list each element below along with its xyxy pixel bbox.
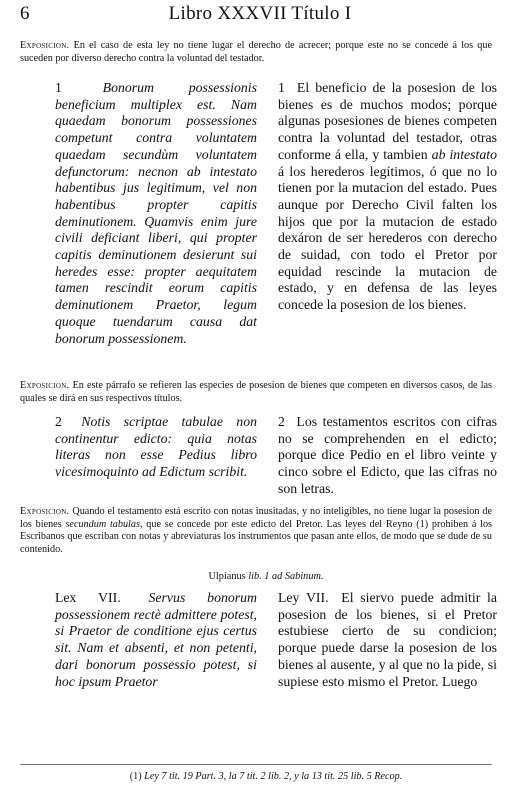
latin-column-3 [55,590,257,690]
exposicion-3 [20,506,492,556]
exposicion-text: , que se concede por este edicto del Pretor. Las leyes del Reyno (1) prohiben á los Escribanos que escriban con notas y abreviaturas los instrumentos que pasan ante ellos, de modo que se dude de su contenido. [20,518,493,555]
spanish-text: El siervo puede admitir la posesion de los bienes, si el Pretor estubiese cierto de su condicion; porque puede darse la posesion de los bienes al ausente, y al que no la pide, si supiese esto mismo el Pretor. Luego [278,590,497,689]
footnote-text: Ley 7 tit. 19 Part. 3, la 7 tit. 2 lib. 2, y la 13 tit. 25 lib. 5 Recop. [144,771,403,782]
footnote-rule [20,764,492,765]
attribution-author: Ulpianus [208,571,246,582]
running-title: Libro XXXVII Título I [168,3,352,24]
paragraph-number: 1 [55,80,62,95]
exposicion-2 [20,380,492,405]
latin-text: Notis scriptae tabulae non continentur edicto: quia notas literas non esse Pedius libro vicesimoquinto ad Edictum scribit. [55,414,257,480]
exposicion-label: Exposicion. [20,40,70,51]
page-number: 6 [20,3,30,24]
spanish-column-1 [278,80,497,314]
spanish-text: El beneficio de la posesion de los bienes es de muchos modos; porque algunas posesiones de bienes competen contra la voluntad del testador, otras conforme á ella, y tambien [278,80,497,162]
exposicion-text: Quando el testamento está escrito con notas inusitadas, y no inteligibles, no tiene lugar la posesion de los bienes [20,506,493,530]
latin-text: Servus bonorum possessionem rectè admittere potest, si Praetor de conditione ejus certus sit. Nam et absenti, et non petenti, dari bonorum possessio potest, si hoc ipsum Praetor [55,590,257,689]
law-label: Ley VII. [278,590,329,605]
latin-column-1 [55,80,257,347]
spanish-column-3 [278,590,497,690]
exposicion-text: En este párrafo se refieren las especies de posesion de bienes que competen en diversos casos, de las quales se dirá en sus respectivos títulos. [20,380,493,404]
law-label: Lex VII. [55,590,121,605]
paragraph-number: 1 [278,80,285,95]
attribution-work: lib. 1 ad Sabinum. [248,571,324,582]
paragraph-number: 2 [55,414,62,429]
exposicion-label: Exposicion. [20,506,70,517]
footnote-marker: (1) [129,771,142,782]
page-header [20,3,500,27]
exposicion-italic-phrase: secundum tabulas [65,518,140,530]
exposicion-1 [20,40,492,65]
spanish-text: Los testamentos escritos con cifras no se comprehenden en el edicto; porque dice Pedio en el libro veinte y cinco sobre el Edicto, que las cifras no son letras. [278,414,497,496]
latin-text: Bonorum possessionis beneficium multiplex est. Nam quaedam bonorum possessiones competunt contra voluntatem quaedam secundùm voluntatem defunctorum: necnon ab intestato habentibus jus legitimum, vel non habentibus propter capitis deminutionem. Quamvis enim jure civili deficiant liberi, qui propter capitis deminutionem desierunt sui heredes esse: propter aequitatem tamen rescindit eorum capitis deminutionem Praetor, legum quoque tuendarum causa dat bonorum possessionem. [55,80,257,346]
exposicion-text: En el caso de esta ley no tiene lugar el derecho de acrecer; porque este no se concede á los que suceden por diverso derecho contra la voluntad del testador. [20,40,492,64]
paragraph-number: 2 [278,414,285,429]
exposicion-label: Exposicion. [20,380,70,391]
spanish-italic-phrase: ab intestato [431,146,497,162]
spanish-text: á los herederos legítimos, ó que no lo tienen por la mutacion del estado. Pues aunque por Derecho Civil falten los hijos que por la mutacion de estado dexáron de ser herederos con derecho de suidad, con todo el Pretor por equidad rescinde la mutacion de estado, y en defensa de las leyes concede la posesion de los bienes. [278,163,497,313]
latin-column-2 [55,414,257,481]
footnote [0,771,532,782]
attribution [0,571,532,582]
spanish-column-2 [278,414,497,498]
